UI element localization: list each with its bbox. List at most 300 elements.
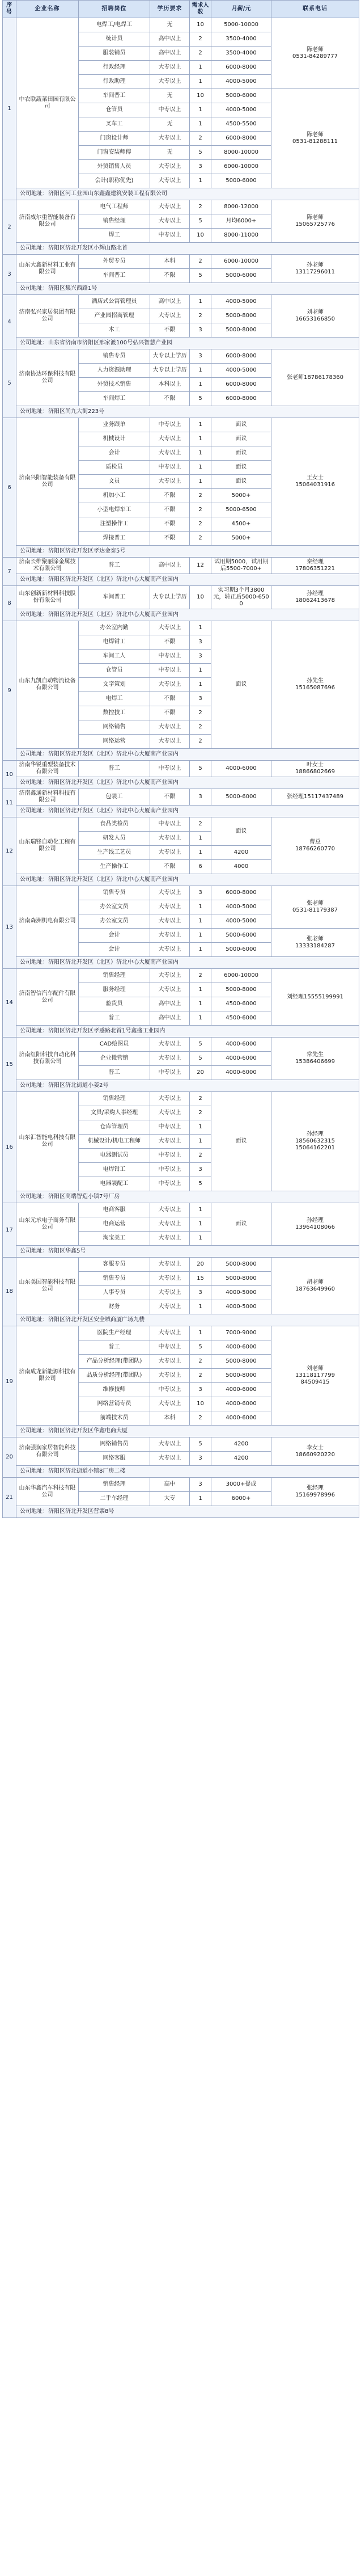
job-salary: 7000-9000 (211, 1326, 271, 1340)
job-education: 高中以上 (150, 295, 190, 309)
job-headcount: 2 (190, 309, 211, 323)
job-salary: 4000-6000 (211, 1383, 271, 1397)
job-headcount: 3 (190, 650, 211, 664)
job-position: 电器装配工 (79, 1177, 150, 1191)
contact-info: 张经理 15169978996 (271, 1478, 359, 1506)
job-position: 研发人员 (79, 832, 150, 846)
job-position: 办公室内勤 (79, 621, 150, 635)
job-headcount: 1 (190, 295, 211, 309)
job-education: 大专以上 (150, 475, 190, 489)
job-education: 大专以上 (150, 174, 190, 188)
job-position: 销售专员 (79, 349, 150, 364)
job-position: 电商客服 (79, 1203, 150, 1217)
job-education: 大专以上 (150, 1272, 190, 1286)
job-salary: 4000-6000 (211, 1411, 271, 1426)
company-address-row (3, 574, 359, 586)
job-headcount: 2 (190, 1092, 211, 1106)
job-headcount: 1 (190, 446, 211, 461)
job-headcount: 12 (190, 558, 211, 574)
job-education: 大专以上 (150, 1369, 190, 1383)
job-position: 木工 (79, 323, 150, 338)
job-position: 仓库管理员 (79, 1120, 150, 1135)
job-position: 包装工 (79, 789, 150, 806)
header-company: 企业名称 (16, 1, 79, 18)
company-index: 11 (3, 789, 16, 817)
job-position: 仓管员 (79, 103, 150, 117)
job-position: 销售经理 (79, 1478, 150, 1492)
contact-info: 陈老师 15065725776 (271, 200, 359, 243)
job-position: 产业园招商管理 (79, 309, 150, 323)
contact-info: 李女士 18660920220 (271, 1437, 359, 1466)
job-table (2, 0, 359, 1518)
company-address: 公司地址：济阳区济北开发区（北区）济北中心大厦南产业园内 (16, 957, 359, 969)
contact-info: 陈老师 0531-84289777 (271, 18, 359, 89)
job-position: 普工 (79, 761, 150, 777)
job-salary: 6000-8000 (211, 886, 271, 900)
company-name: 山东美国智能科技有限公司 (16, 1258, 79, 1314)
job-salary: 8000-11000 (211, 229, 271, 243)
job-education: 大专以上 (150, 200, 190, 214)
job-headcount: 5 (190, 146, 211, 160)
job-headcount: 2 (190, 503, 211, 517)
job-headcount: 10 (190, 1397, 211, 1411)
company-address: 公司地址：济阳区华鑫5号 (16, 1246, 359, 1258)
company-index: 1 (3, 18, 16, 200)
job-position: 网络运营 (79, 735, 150, 749)
job-position: 服装销员 (79, 47, 150, 61)
company-address: 公司地址：济阳区济北街道小镇8厂房二楼 (16, 1466, 359, 1478)
job-position: 行政经理 (79, 61, 150, 75)
job-row (3, 1258, 359, 1272)
contact-info: 胡老师 18763649960 (271, 1258, 359, 1314)
job-headcount: 3 (190, 323, 211, 338)
job-education: 大专以上 (150, 886, 190, 900)
company-address: 公司地址：济阳区济北开发区小辉山路北首 (16, 243, 359, 255)
job-position: 酒店式公寓管理员 (79, 295, 150, 309)
company-index: 21 (3, 1478, 16, 1518)
job-position: 服务经理 (79, 983, 150, 997)
company-address: 公司地址：济阳区集兴西路1号 (16, 283, 359, 295)
job-position: 普工 (79, 1011, 150, 1026)
company-index: 7 (3, 558, 16, 586)
job-education: 大专以上 (150, 1092, 190, 1106)
job-headcount: 1 (190, 475, 211, 489)
job-position: 叉车工 (79, 117, 150, 132)
contact-info: 孙经理 18062413678 (271, 586, 359, 609)
company-index: 8 (3, 586, 16, 621)
job-salary: 5000-10000 (211, 18, 271, 32)
job-row (3, 1478, 359, 1492)
job-row (3, 817, 359, 832)
job-row (3, 418, 359, 432)
company-index: 12 (3, 817, 16, 886)
job-salary: 5000+ (211, 532, 271, 546)
job-position: 仓管员 (79, 664, 150, 678)
job-education: 大专以上 (150, 678, 190, 692)
job-headcount: 2 (190, 200, 211, 214)
job-headcount: 2 (190, 735, 211, 749)
job-education: 无 (150, 146, 190, 160)
job-education: 大专以上 (150, 621, 190, 635)
job-education: 不限 (150, 489, 190, 503)
company-name: 山东元承电子商务有限公司 (16, 1203, 79, 1246)
header-headcount: 需求人数 (190, 1, 211, 18)
job-education: 大专以上 (150, 1038, 190, 1052)
job-salary: 4000-6000 (211, 1038, 271, 1052)
job-salary: 面议 (211, 1203, 271, 1246)
job-position: 机械设计/机电工程师 (79, 1135, 150, 1149)
job-position: 网络销售员 (79, 1437, 150, 1452)
job-education: 不限 (150, 635, 190, 650)
job-salary: 6000-8000 (211, 61, 271, 75)
job-headcount: 1 (190, 914, 211, 929)
company-address: 公司地址：济阳区济北开发区营寨8号 (16, 1506, 359, 1518)
job-position: 数控技工 (79, 706, 150, 720)
job-position: 销售经理 (79, 214, 150, 229)
job-education: 中专以上 (150, 1177, 190, 1191)
company-address: 公司地址：济阳区济北开发区（北区）济北中心大厦南产业园内 (16, 806, 359, 817)
job-headcount: 10 (190, 586, 211, 609)
job-headcount: 2 (190, 969, 211, 983)
job-salary: 面议 (211, 1092, 271, 1191)
company-address: 公司地址：山东省济南市济阳区邢家渡100号弘兴智慧产业园 (16, 338, 359, 349)
job-headcount: 5 (190, 214, 211, 229)
job-education: 大专以上 (150, 929, 190, 943)
job-education: 大专以上 (150, 720, 190, 735)
job-position: 财务 (79, 1300, 150, 1314)
company-address-row (3, 546, 359, 558)
job-education: 大专以上 (150, 309, 190, 323)
job-education: 大专以上 (150, 1326, 190, 1340)
job-headcount: 2 (190, 1369, 211, 1383)
job-salary: 4000-5000 (211, 914, 271, 929)
job-salary: 5000-6000 (211, 89, 271, 103)
job-education: 大专以上 (150, 1286, 190, 1300)
job-salary: 5000-8000 (211, 1272, 271, 1286)
company-name: 中农联蔬菜田园有限公司 (16, 18, 79, 188)
job-position: 电焊钳工 (79, 1163, 150, 1177)
job-position: 销售专员 (79, 886, 150, 900)
company-name: 济南长维聚丽涂金属技术有限公司 (16, 558, 79, 574)
job-salary: 3500-4000 (211, 47, 271, 61)
job-headcount: 20 (190, 1066, 211, 1080)
job-education: 不限 (150, 323, 190, 338)
job-headcount: 3 (190, 1452, 211, 1466)
job-headcount: 1 (190, 364, 211, 378)
job-education: 高中 (150, 1478, 190, 1492)
job-headcount: 5 (190, 392, 211, 406)
job-education: 大专以上 (150, 160, 190, 174)
job-education: 不限 (150, 517, 190, 532)
job-position: 产品分析经理(带团队) (79, 1355, 150, 1369)
job-education: 中专以上 (150, 1340, 190, 1355)
job-education: 大专以上 (150, 900, 190, 914)
company-address-row (3, 1426, 359, 1437)
job-salary: 面议 (211, 418, 271, 432)
job-position: 车间普工 (79, 269, 150, 283)
job-salary: 6000-10000 (211, 969, 271, 983)
job-position: 会计 (79, 943, 150, 957)
company-index: 15 (3, 1038, 16, 1092)
job-salary: 4000-5000 (211, 75, 271, 89)
contact-info: 王女士 15064031916 (271, 418, 359, 546)
job-position: 前端技术员 (79, 1411, 150, 1426)
company-address-row (3, 188, 359, 200)
company-index: 3 (3, 255, 16, 295)
job-education: 不限 (150, 503, 190, 517)
job-row (3, 761, 359, 777)
job-education: 中专以上 (150, 461, 190, 475)
job-headcount: 15 (190, 1272, 211, 1286)
job-headcount: 3 (190, 692, 211, 706)
contact-info: 张老师18786178360 (271, 349, 359, 406)
job-salary: 6000-8000 (211, 132, 271, 146)
job-education: 中专以上 (150, 1383, 190, 1397)
job-row (3, 18, 359, 32)
job-education: 大专以上 (150, 914, 190, 929)
job-row (3, 1437, 359, 1452)
job-salary: 4000-6000 (211, 1340, 271, 1355)
job-row (3, 1203, 359, 1217)
job-education: 大专以上 (150, 132, 190, 146)
company-address-row (3, 1506, 359, 1518)
job-education: 高中以上 (150, 997, 190, 1011)
job-headcount: 2 (190, 532, 211, 546)
job-position: 业务跟单 (79, 418, 150, 432)
job-salary: 3500-4000 (211, 32, 271, 47)
job-headcount: 1 (190, 461, 211, 475)
job-education: 无 (150, 117, 190, 132)
job-position: 电气工程师 (79, 200, 150, 214)
job-salary: 4000-6000 (211, 1397, 271, 1411)
job-headcount: 20 (190, 1258, 211, 1272)
job-position: 网络客服 (79, 1452, 150, 1466)
job-education: 中专以上 (150, 103, 190, 117)
job-education: 无 (150, 89, 190, 103)
job-position: 销售专员 (79, 1272, 150, 1286)
job-education: 不限 (150, 789, 190, 806)
job-salary: 4200 (211, 846, 271, 860)
company-address: 公司地址：济阳区济北开发区孝达金泰5号 (16, 546, 359, 558)
job-headcount: 1 (190, 61, 211, 75)
job-headcount: 1 (190, 983, 211, 997)
header-position: 招聘岗位 (79, 1, 150, 18)
company-index: 9 (3, 621, 16, 761)
job-education: 大专以上 (150, 1258, 190, 1272)
job-headcount: 5 (190, 761, 211, 777)
job-education: 中专以上 (150, 1149, 190, 1163)
job-position: 办公室文员 (79, 914, 150, 929)
job-row (3, 969, 359, 983)
job-education: 大专以上 (150, 1106, 190, 1120)
job-education: 大专以上 (150, 1452, 190, 1466)
job-education: 大专以上学历 (150, 364, 190, 378)
job-headcount: 1 (190, 832, 211, 846)
company-address: 公司地址：济阳区济北开发区（北区）济北中心大厦南产业园内 (16, 874, 359, 886)
job-salary: 4000-5000 (211, 900, 271, 914)
job-salary: 4000-6000 (211, 1066, 271, 1080)
job-position: 人力资源助理 (79, 364, 150, 378)
job-education: 无 (150, 18, 190, 32)
job-salary: 4000-5000 (211, 1286, 271, 1300)
job-salary: 面议 (211, 446, 271, 461)
job-headcount: 1 (190, 1217, 211, 1232)
company-address-row (3, 1314, 359, 1326)
job-education: 大专以上 (150, 1355, 190, 1369)
company-name: 山东华鑫汽车科技有限公司 (16, 1478, 79, 1506)
job-headcount: 3 (190, 1286, 211, 1300)
contact-info: 刘经理15555199991 (271, 969, 359, 1026)
company-address: 公司地址：济阳区济北开发区（北区）济北中心大厦南产业园内 (16, 749, 359, 761)
company-name: 济南协达环保科技有限公司 (16, 349, 79, 406)
job-position: 外贸技术销售 (79, 378, 150, 392)
job-position: 人事专员 (79, 1286, 150, 1300)
job-education: 中专以上 (150, 817, 190, 832)
job-headcount: 2 (190, 1411, 211, 1426)
job-headcount: 5 (190, 269, 211, 283)
job-salary: 5000-8000 (211, 309, 271, 323)
job-row (3, 621, 359, 635)
job-salary: 5000-6500 (211, 503, 271, 517)
job-position: 门窗安装师傅 (79, 146, 150, 160)
job-headcount: 1 (190, 174, 211, 188)
job-headcount: 1 (190, 75, 211, 89)
job-headcount: 1 (190, 1011, 211, 1026)
job-headcount: 5 (190, 1340, 211, 1355)
contact-info: 孙经理 18560632315 15064162201 (271, 1092, 359, 1191)
contact-info: 陈老师 0531-81288111 (271, 89, 359, 188)
job-headcount: 2 (190, 47, 211, 61)
company-address: 公司地址：济阳区济北开发区安全城商厦广场九楼 (16, 1314, 359, 1326)
job-salary: 面议 (211, 432, 271, 446)
company-index: 19 (3, 1326, 16, 1437)
job-position: 车间普工 (79, 586, 150, 609)
job-education: 大专以上 (150, 1135, 190, 1149)
job-headcount: 3 (190, 160, 211, 174)
job-position: 销售经理 (79, 969, 150, 983)
job-position: 食品类检员 (79, 817, 150, 832)
job-education: 不限 (150, 692, 190, 706)
job-salary: 5000-8000 (211, 1369, 271, 1383)
job-position: 门窗设计师 (79, 132, 150, 146)
company-index: 13 (3, 886, 16, 969)
job-education: 不限 (150, 860, 190, 874)
job-salary: 8000-12000 (211, 200, 271, 214)
job-salary: 6000+ (211, 1492, 271, 1506)
job-salary: 5000-8000 (211, 1258, 271, 1272)
job-headcount: 2 (190, 32, 211, 47)
job-headcount: 1 (190, 1135, 211, 1149)
company-index: 17 (3, 1203, 16, 1258)
job-headcount: 1 (190, 929, 211, 943)
job-headcount: 1 (190, 432, 211, 446)
job-headcount: 2 (190, 720, 211, 735)
job-position: 维修技师 (79, 1383, 150, 1397)
job-education: 大专以上学历 (150, 349, 190, 364)
job-education: 大专以上 (150, 832, 190, 846)
company-address-row (3, 749, 359, 761)
job-headcount: 3 (190, 1478, 211, 1492)
job-row (3, 1038, 359, 1052)
job-headcount: 2 (190, 1355, 211, 1369)
job-education: 中专以上 (150, 650, 190, 664)
company-index: 20 (3, 1437, 16, 1478)
job-education: 中专以上 (150, 1163, 190, 1177)
job-row (3, 295, 359, 309)
job-headcount: 3 (190, 789, 211, 806)
job-salary: 4200 (211, 1452, 271, 1466)
job-salary: 4200 (211, 1437, 271, 1452)
company-address: 公司地址：济阳区高端智造小镇7号厂房 (16, 1191, 359, 1203)
job-education: 本科 (150, 1411, 190, 1426)
job-position: 文字策划 (79, 678, 150, 692)
job-headcount: 2 (190, 817, 211, 832)
job-position: 会计 (79, 929, 150, 943)
job-headcount: 5 (190, 1038, 211, 1052)
job-position: 办公室文员 (79, 900, 150, 914)
job-salary: 4000-5000 (211, 295, 271, 309)
job-position: 生产线工艺员 (79, 846, 150, 860)
job-salary: 6000-8000 (211, 378, 271, 392)
job-position: 行政助理 (79, 75, 150, 89)
job-salary: 4500-5500 (211, 117, 271, 132)
job-row (3, 789, 359, 806)
job-salary: 5000-6000 (211, 929, 271, 943)
job-row (3, 255, 359, 269)
job-row (3, 586, 359, 609)
company-address-row (3, 406, 359, 418)
job-position: 车间焊工 (79, 392, 150, 406)
job-education: 大专以上 (150, 1203, 190, 1217)
contact-info: 常先生 15386406699 (271, 1038, 359, 1080)
company-address: 公司地址：济阳区济北开发区（北区）济北中心大厦南产业园内 (16, 574, 359, 586)
job-education: 大专以上 (150, 1052, 190, 1066)
company-address-row (3, 1080, 359, 1092)
job-headcount: 1 (190, 664, 211, 678)
job-position: 焊工 (79, 229, 150, 243)
company-name: 济南威尔重智能装备有限公司 (16, 200, 79, 243)
job-position: 电焊工 (79, 692, 150, 706)
job-row (3, 886, 359, 900)
job-position: CAD绘图员 (79, 1038, 150, 1052)
job-position: 质检员 (79, 461, 150, 475)
job-row (3, 558, 359, 574)
contact-info: 张经理15117437489 (271, 789, 359, 806)
job-education: 高中以上 (150, 47, 190, 61)
company-index: 5 (3, 349, 16, 418)
company-address: 公司地址：济阳区河工业园山东鑫鑫建筑安装工程有限公司 (16, 188, 359, 200)
job-position: 电商运营 (79, 1217, 150, 1232)
company-index: 2 (3, 200, 16, 255)
job-headcount: 2 (190, 1149, 211, 1163)
job-education: 大专以上 (150, 214, 190, 229)
header-index: 序号 (3, 1, 16, 18)
job-headcount: 10 (190, 229, 211, 243)
job-headcount: 5 (190, 1177, 211, 1191)
job-education: 高中以上 (150, 558, 190, 574)
job-education: 中专以上 (150, 1066, 190, 1080)
company-name: 济南成龙新能源科技有限公司 (16, 1326, 79, 1426)
job-education: 不限 (150, 706, 190, 720)
job-education: 高中以上 (150, 1011, 190, 1026)
job-salary: 4000-5000 (211, 364, 271, 378)
job-education: 大专 (150, 1492, 190, 1506)
contact-info: 秦经理 17806351221 (271, 558, 359, 574)
company-name: 山东九凯自动物流设备有限公司 (16, 621, 79, 749)
job-headcount: 2 (190, 132, 211, 146)
header-education: 学历要求 (150, 1, 190, 18)
company-address-row (3, 874, 359, 886)
